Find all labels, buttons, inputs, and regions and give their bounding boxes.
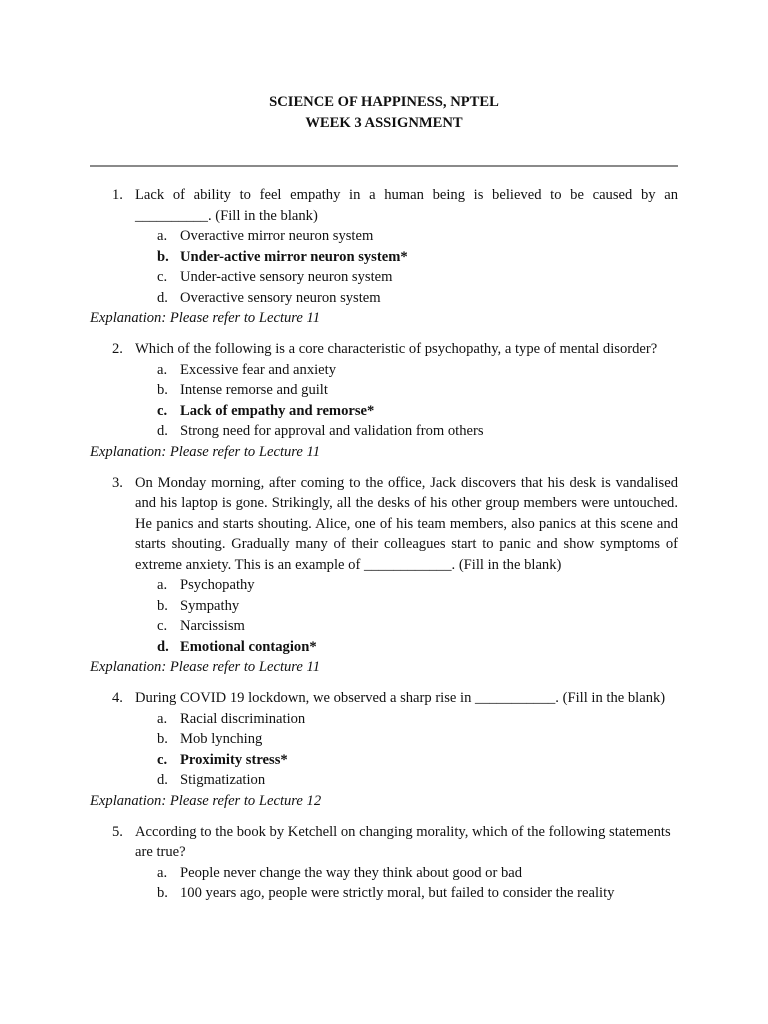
option-text: Stigmatization (180, 772, 266, 788)
header-divider (90, 165, 678, 167)
question-text: During COVID 19 lockdown, we observed a sharp rise in ___________. (Fill in the blank) (135, 690, 666, 706)
option (90, 421, 678, 442)
option-text: 100 years ago, people were strictly moral, but failed to consider the reality (180, 885, 615, 901)
option-letter: d. (157, 638, 169, 655)
question-number: 1. (112, 187, 123, 203)
option-text: Excessive fear and anxiety (180, 361, 336, 378)
option-correct (90, 637, 678, 658)
option (90, 709, 678, 730)
question-2 (90, 339, 678, 462)
option (90, 226, 678, 247)
option-text: Sympathy (180, 597, 240, 614)
option (90, 883, 678, 904)
option-text: Under-active sensory neuron system (180, 269, 393, 285)
question-4 (90, 688, 678, 811)
question-number: 5. (112, 823, 123, 840)
option-correct (90, 247, 678, 268)
question-text: Lack of ability to feel empathy in a human being is believed to be caused by an __________. (Fill in the blank) (135, 187, 678, 224)
question-text: According to the book by Ketchell on changing morality, which of the following statements are true? (135, 823, 671, 860)
question-text: Which of the following is a core characteristic of psychopathy, a type of mental disorder? (135, 341, 658, 357)
option-letter: a. (157, 228, 168, 244)
option (90, 770, 678, 791)
question-number: 2. (112, 341, 123, 357)
question-list (90, 185, 678, 904)
option-text: Strong need for approval and validation from others (180, 423, 484, 439)
option-text: Narcissism (180, 618, 245, 634)
option-text: People never change the way they think about good or bad (180, 864, 523, 881)
option-text: Overactive mirror neuron system (180, 228, 374, 244)
option-letter: d. (157, 289, 168, 306)
option (90, 360, 678, 381)
option-letter: a. (157, 864, 168, 881)
option-letter: c. (157, 269, 168, 285)
option (90, 729, 678, 750)
option-letter: b. (157, 731, 168, 747)
option-correct (90, 401, 678, 422)
option-text: Racial discrimination (180, 710, 306, 727)
option-letter: c. (157, 751, 168, 768)
question-number: 3. (112, 474, 123, 491)
option-list (90, 575, 678, 657)
option-letter: b. (157, 597, 168, 614)
option (90, 596, 678, 617)
explanation: Explanation: Please refer to Lecture 11 (90, 310, 321, 326)
option-text: Under-active mirror neuron system* (180, 248, 408, 265)
option-letter: c. (157, 618, 168, 634)
explanation: Explanation: Please refer to Lecture 12 (90, 792, 322, 809)
option-letter: c. (157, 402, 168, 419)
option-letter: d. (157, 772, 168, 788)
option-letter: a. (157, 361, 168, 378)
question-row (90, 822, 678, 863)
option-text: Intense remorse and guilt (180, 382, 328, 398)
question-row (90, 688, 678, 709)
question-row (90, 473, 678, 576)
option (90, 863, 678, 884)
document-subtitle: WEEK 3 ASSIGNMENT (305, 115, 463, 131)
option-text: Mob lynching (180, 731, 263, 747)
explanation: Explanation: Please refer to Lecture 11 (90, 659, 321, 675)
question-row (90, 185, 678, 226)
option-list (90, 709, 678, 791)
option (90, 616, 678, 637)
option-letter: b. (157, 248, 169, 265)
option-text: Emotional contagion* (180, 638, 317, 655)
explanation: Explanation: Please refer to Lecture 11 (90, 443, 321, 460)
option-letter: b. (157, 885, 168, 901)
option-letter: b. (157, 382, 168, 398)
option-list (90, 360, 678, 442)
option (90, 288, 678, 309)
question-5 (90, 822, 678, 904)
option-letter: a. (157, 577, 168, 593)
question-3 (90, 473, 678, 678)
question-row (90, 339, 678, 360)
document-title: SCIENCE OF HAPPINESS, NPTEL (269, 94, 499, 110)
option-correct (90, 750, 678, 771)
option-letter: d. (157, 423, 168, 439)
option-text: Lack of empathy and remorse* (180, 402, 375, 419)
option-text: Proximity stress* (180, 751, 288, 768)
option-list (90, 226, 678, 308)
option-text: Overactive sensory neuron system (180, 289, 381, 306)
option (90, 267, 678, 288)
option-letter: a. (157, 710, 168, 727)
question-text: On Monday morning, after coming to the office, Jack discovers that his desk is vandalised and his laptop is gone. Strikingly, all the desks of his other group members were untouched. He panics and starts shouting. Alice, one of his team members, also panics at this scene and starts shouting. Gradually many of their colleagues start to panic and show symptoms of extreme anxiety. This is an example of ____________. (Fill in the blank) (135, 474, 678, 573)
question-number: 4. (112, 690, 123, 706)
option-list (90, 863, 678, 904)
option (90, 575, 678, 596)
question-1 (90, 185, 678, 329)
option-text: Psychopathy (180, 577, 255, 593)
option (90, 380, 678, 401)
